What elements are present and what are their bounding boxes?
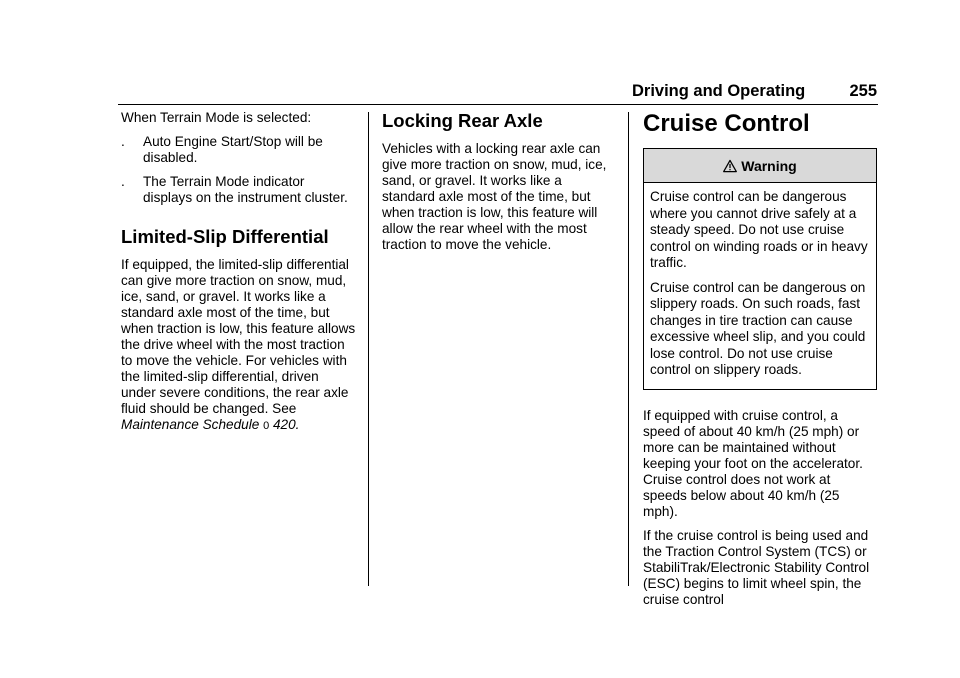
column-divider xyxy=(628,112,629,586)
bullet-marker: . xyxy=(121,134,125,149)
cruise-paragraph: If equipped with cruise control, a speed of about 40 km/h (25 mph) or more can be maintained without keeping your foot on the accelerator. Cruise control does not work at speeds below about 40 km/h (25 mph). xyxy=(643,407,863,519)
xref-page: 420. xyxy=(273,417,300,432)
heading-cruise-control: Cruise Control xyxy=(643,110,810,137)
locking-axle-body: Vehicles with a locking rear axle can give more traction on snow, mud, ice, sand, or gravel. It works like a standard axle most of the time, but when traction is low, this feature will allow the rear wheel with the most traction to move the vehicle. xyxy=(382,141,607,252)
xref-title: Maintenance Schedule xyxy=(121,417,260,432)
cruise-paragraph: If the cruise control is being used and the Traction Control System (TCS) or StabiliTrak/Electronic Stability Control (ESC) begins to limit wheel spin, the cruise control xyxy=(643,527,870,607)
heading-locking-rear-axle: Locking Rear Axle xyxy=(382,110,543,131)
bullet-item xyxy=(121,134,357,166)
warning-title: Warning xyxy=(741,157,797,174)
page-header xyxy=(632,82,877,106)
bullet-item xyxy=(121,174,357,206)
column-right xyxy=(643,110,877,616)
page-ref-icon: 0 xyxy=(263,420,270,432)
warning-box xyxy=(643,148,877,390)
warning-triangle-icon xyxy=(723,159,737,173)
xref-maintenance-schedule[interactable] xyxy=(121,417,299,432)
bullet-text: Auto Engine Start/Stop will be disabled. xyxy=(143,134,323,165)
limited-slip-text: If equipped, the limited-slip differential can give more traction on snow, mud, ice, sand, or gravel. It works like a standard axle most of the time, but when traction is low, this feature allows the drive wheel with the most traction to move the vehicle. For vehicles with the limited-slip differential, driven under severe conditions, the rear axle fluid should be changed. See xyxy=(121,257,356,416)
warning-paragraph: Cruise control can be dangerous on slippery roads. On such roads, fast changes in tire traction can cause excessive wheel slip, and you could lose control. Do not use cruise control on slippery roads. xyxy=(650,279,866,377)
bullet-text: The Terrain Mode indicator displays on the instrument cluster. xyxy=(143,174,348,205)
warning-paragraph: Cruise control can be dangerous where you cannot drive safely at a steady speed. Do not use cruise control on winding roads or in heavy traffic. xyxy=(650,189,868,270)
header-rule xyxy=(118,104,878,105)
page-number: 255 xyxy=(849,82,877,100)
warning-body xyxy=(644,183,876,389)
limited-slip-body xyxy=(121,257,357,434)
warning-header xyxy=(644,149,876,183)
section-title: Driving and Operating xyxy=(632,82,806,100)
bullet-marker: . xyxy=(121,174,125,189)
column-divider xyxy=(368,112,369,586)
heading-limited-slip: Limited-Slip Differential xyxy=(121,226,329,247)
column-left xyxy=(121,110,357,434)
column-middle xyxy=(382,110,618,253)
terrain-intro: When Terrain Mode is selected: xyxy=(121,110,312,125)
